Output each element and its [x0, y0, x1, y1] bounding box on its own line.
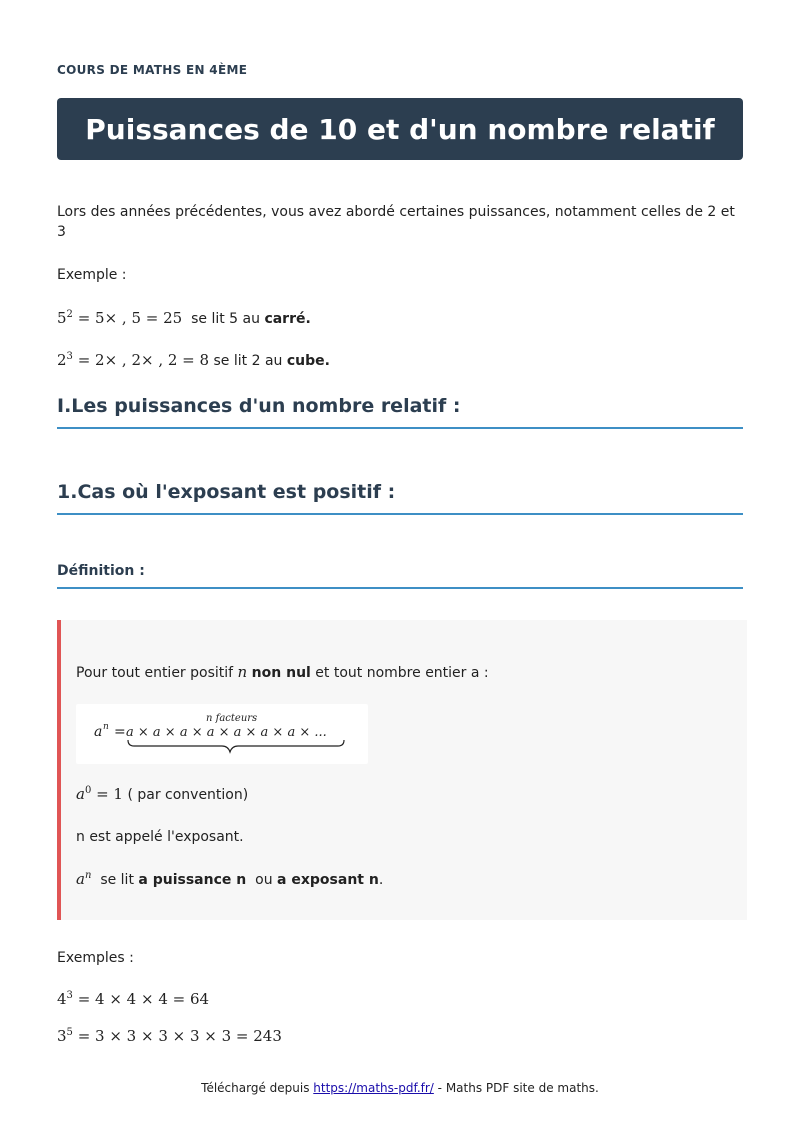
math-cube: $2^3 = 2\times$ , 2× , 2 = 8: [57, 351, 210, 369]
exponent-line: n est appelé l'exposant.: [76, 829, 244, 845]
subsection-heading: 1.Cas où l'exposant est positif :: [57, 481, 743, 515]
example-square: $5^2 = 5\times$ , 5 = 25 se lit 5 au carré.: [57, 309, 311, 327]
zero-exponent-line: $a^0 = 1$ ( par convention): [76, 785, 249, 803]
examples-label: Exemples :: [57, 950, 134, 966]
formula-graphic: [76, 704, 368, 764]
example-four-cubed: $4^3 = 4 \times 4 \times 4 = 64$: [57, 990, 210, 1008]
course-kicker: COURS DE MATHS EN 4ÈME: [57, 63, 248, 77]
definition-box: [57, 620, 747, 920]
page-title: Puissances de 10 et d'un nombre relatif: [85, 112, 715, 146]
section-heading: I.Les puissances d'un nombre relatif :: [57, 395, 743, 429]
svg-text:=: =: [114, 724, 126, 740]
definition-line: Pour tout entier positif n non nul et tout nombre entier a :: [76, 663, 489, 681]
example-label: Exemple :: [57, 267, 127, 283]
footer-link[interactable]: https://maths-pdf.fr/: [313, 1081, 434, 1095]
power-formula: [76, 704, 368, 764]
math-square: $5^2 = 5\times$ , 5 = 25: [57, 309, 183, 327]
svg-text:a: a: [94, 724, 103, 740]
definition-heading: Définition :: [57, 563, 743, 589]
intro-paragraph: Lors des années précédentes, vous avez abordé certaines puissances, notamment celles de 2 et 3: [57, 204, 735, 240]
example-cube: $2^3 = 2\times$ , 2× , 2 = 8 se lit 2 au cube.: [57, 351, 330, 369]
svg-text:n: n: [103, 722, 109, 732]
reading-line: $a^n$ se lit a puissance n ou a exposant n.: [76, 870, 384, 888]
title-banner: [57, 98, 743, 160]
underbrace: [128, 740, 344, 752]
example-three-fifth: $3^5 = 3 \times 3 \times 3 \times 3 \times 3 = 243$: [57, 1027, 282, 1045]
svg-text:a × a × a × a × a × a × a × ..: a × a × a × a × a × a × a × ...: [126, 725, 327, 740]
page-footer: Téléchargé depuis https://maths-pdf.fr/ - Maths PDF site de maths.: [201, 1081, 599, 1095]
svg-text:n facteurs: n facteurs: [206, 713, 258, 724]
